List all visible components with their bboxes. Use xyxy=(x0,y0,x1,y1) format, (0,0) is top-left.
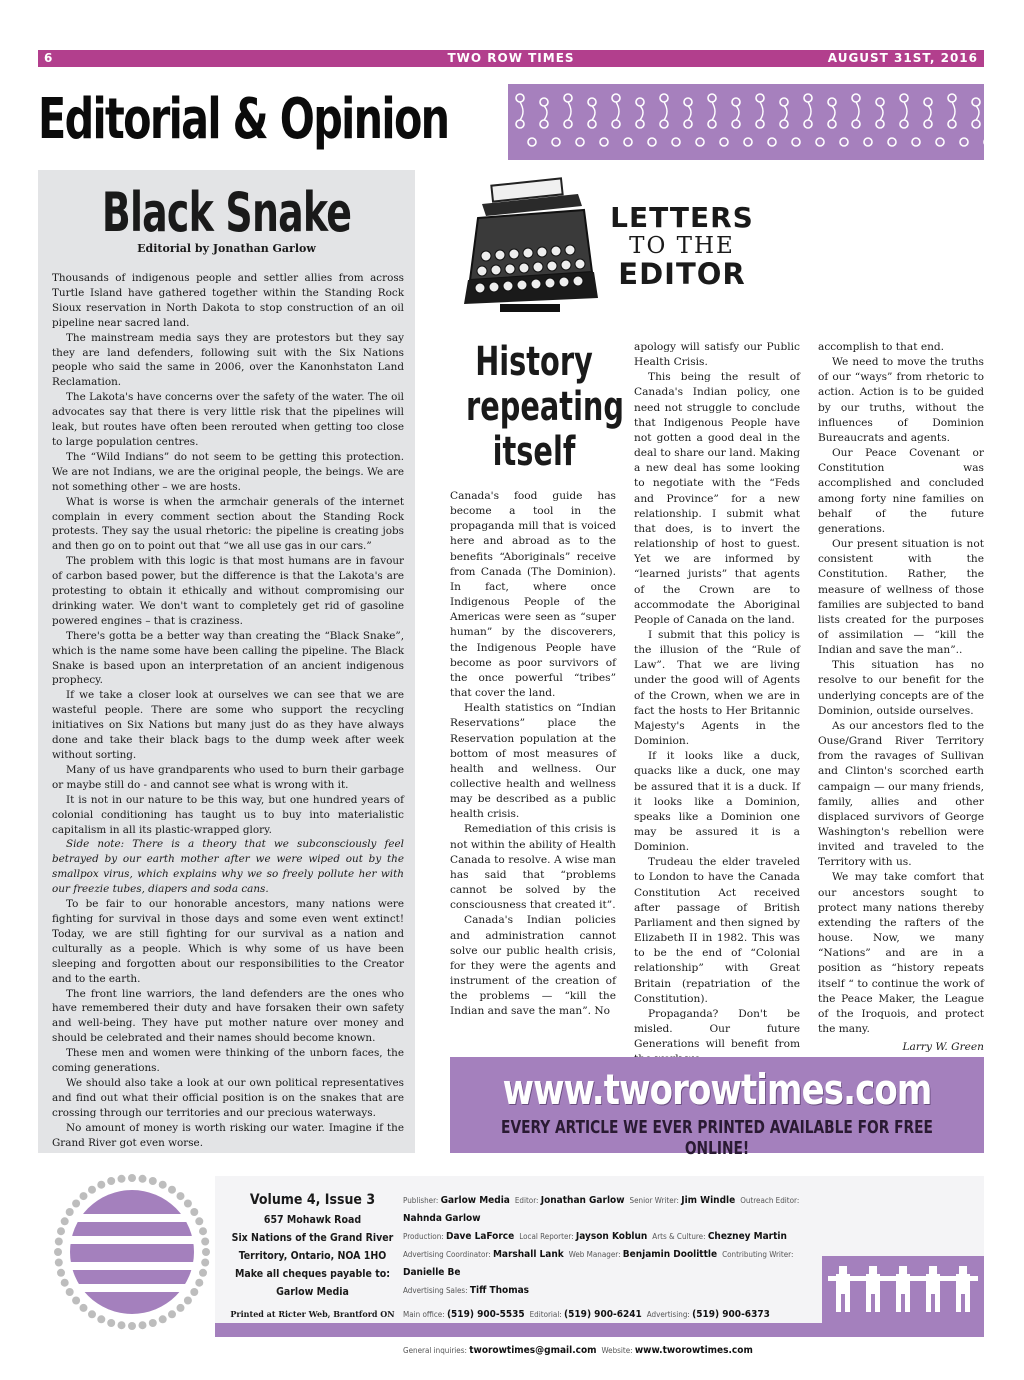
paragraph: Health statistics on “Indian Reservations” place the Reservation population at the bottom of most measures of health and wellness. Our collective health and wellness may be described as a public health crisis. xyxy=(450,702,616,821)
website-ad[interactable] xyxy=(450,1057,984,1159)
paragraph: The front line warriors, the land defenders are the ones who have remembered their duty and have forsaken their own safety and well-being. They have put mother nature over money and should be celebrated and their names should become known. xyxy=(52,987,404,1045)
paragraph: Our Peace Covenant or Constitution was accomplished and concluded among forty nine families on behalf of the future generations. xyxy=(818,447,984,535)
staff-name: (519) 900-5535 xyxy=(446,1309,525,1320)
beadwork-banner xyxy=(508,84,984,160)
page-header-bar xyxy=(38,50,984,67)
letter-title: History repeating itself xyxy=(466,339,625,475)
editorial-title: Black Snake xyxy=(101,181,352,244)
typewriter-icon xyxy=(460,176,600,326)
staff-name: Garlow Media xyxy=(440,1195,510,1206)
masthead-address xyxy=(230,1189,395,1319)
staff-line xyxy=(403,1342,823,1360)
letters-to-editor-logo xyxy=(597,203,767,289)
page-number: 6 xyxy=(44,51,54,65)
staff-role: Local Reporter: xyxy=(519,1232,576,1241)
paragraph: Canada's Indian policies and administration cannot solve our public health crisis, for they were the agents and instrument of the creation of the problems — “kill the Indian and save the man”. No xyxy=(450,914,616,1018)
staff-role: Web Manager: xyxy=(568,1250,623,1259)
staff-role: Advertising Coordinator: xyxy=(403,1250,493,1259)
cheques-line: Make all cheques payable to: xyxy=(235,1268,390,1280)
people-band-logo xyxy=(822,1256,984,1323)
volume-issue: Volume 4, Issue 3 xyxy=(249,1192,376,1208)
paragraph: Canada's food guide has become a tool in the propaganda mill that is voiced here and abroad as to the benefits “Aboriginals” receive from Canada (The Dominion). In fact, where once Indigenous People of the Americas were seen as “super human” by the discoverers, the Indigenous People have become as poor survivors of the once powerful “tribes” that cover the land. xyxy=(450,490,616,700)
paragraph: The problem with this logic is that most humans are in favour of carbon based power, but the difference is that the Lakota's are protesting to obtain it ethically and without compromising our drinking water. We don't want to completely get rid of gasoline powered engines – that is craziness. xyxy=(52,555,404,627)
website-url[interactable]: www.tworowtimes.com xyxy=(502,1065,932,1114)
staff-role: Contributing Writer: xyxy=(722,1250,794,1259)
staff-role: Publisher: xyxy=(403,1196,441,1205)
address-line-2: Six Nations of the Grand River xyxy=(231,1232,394,1244)
staff-line xyxy=(403,1246,823,1282)
staff-role: General inquiries: xyxy=(403,1346,470,1355)
staff-role: Production: xyxy=(403,1232,446,1241)
staff-name: Tiff Thomas xyxy=(469,1285,530,1296)
paragraph: We may take comfort that our ancestors sought to protect many nations thereby extending the rafters of the house. Now, we many “Nations” and are in a position as “history repeats itself “ to continue the work of the Peace Maker, the League of the Iroquois, and protect the many. xyxy=(818,871,984,1036)
paragraph: This situation has no resolve to our benefit for the underlying concepts are of the Dominion, outside ourselves. xyxy=(818,659,984,717)
letters-logo-line3: EDITOR xyxy=(618,257,746,291)
paragraph: If it looks like a duck, quacks like a duck, one may be assured that it is a duck. If it looks like a Dominion, speaks like a Dominion one may be assured it is a Dominion. xyxy=(634,750,800,854)
staff-role: Editorial: xyxy=(529,1310,565,1319)
paragraph: apology will satisfy our Public Health Crisis. xyxy=(634,341,800,369)
paragraph: No amount of money is worth risking our water. Imagine if the Grand River got even worse. xyxy=(52,1121,404,1149)
staff-line xyxy=(403,1192,823,1228)
staff-role: Advertising: xyxy=(646,1310,693,1319)
staff-line xyxy=(403,1306,823,1324)
staff-role: Arts & Culture: xyxy=(652,1232,708,1241)
paragraph: The Lakota's have concerns over the safety of the water. The oil advocates say that there is very little risk that the pipelines will leak, but routes have often been rerouted when getting too close to large population centres. xyxy=(52,391,404,448)
staff-name: Dave LaForce xyxy=(445,1231,515,1242)
staff-name: Danielle Be xyxy=(403,1267,461,1278)
paragraph: What is worse is when the armchair generals of the internet complain in every comment section about the Standing Rock protests. They say the usual rhetoric: the pipeline is creating jobs and then go on to point out that “we all use gas in our cars.” xyxy=(52,495,404,553)
paragraph: The “Wild Indians” do not seem to be getting this protection. We are not Indians, we are the original people, the beings. We are not something other – we are hosts. xyxy=(52,450,404,493)
beaded-circle-logo xyxy=(50,1170,215,1335)
staff-name: (519) 900-6373 xyxy=(692,1309,770,1320)
printer-line: Printed at Ricter Web, Brantford ON xyxy=(230,1309,395,1319)
letters-logo-line2: TO THE xyxy=(629,233,735,259)
letter-column-3 xyxy=(818,340,984,1055)
staff-role: Website: xyxy=(601,1346,635,1355)
staff-role: Editor: xyxy=(514,1196,541,1205)
staff-role: Main office: xyxy=(403,1310,447,1319)
paragraph: As our ancestors fled to the Ouse/Grand River Territory from the ravages of Sullivan and Clinton's scorched earth campaign — our many friends, family, allies and other displaced survivors of George Washington's rebellion were invited and traveled to the Territory with us. xyxy=(818,719,984,869)
footer-bar xyxy=(215,1323,984,1337)
staff-name: Marshall Lank xyxy=(492,1249,564,1260)
editorial-body xyxy=(52,271,404,1150)
paragraph: I submit that this policy is the illusion of the “Rule of Law”. That we are living under the good will of Agents of the Crown, when we are in fact the hosts to Her Britannic Majesty's Agents in the Dominion. xyxy=(634,628,800,748)
paragraph: There's gotta be a better way than creating the “Black Snake”, which is the name some have been calling the pipeline. The Black Snake is based upon an interpretation of an ancient indigenous prophecy. xyxy=(52,629,404,687)
editorial-panel xyxy=(38,170,415,1153)
paragraph: We need to move the truths of our “ways” from rhetoric to action. Action is to be guided by our truths, without the influences of Dominion Bureaucrats and agents. xyxy=(818,356,984,444)
paragraph: If we take a closer look at ourselves we can see that we are wasteful people. There are some who support the recycling initiatives on Six Nations but many just do as they have always done and take their black bags to the dump week after week without sorting. xyxy=(52,689,404,761)
staff-name: Jim Windle xyxy=(681,1195,736,1206)
staff-name: Jonathan Garlow xyxy=(540,1195,625,1206)
paragraph: Remediation of this crisis is not within the ability of Health Canada to resolve. A wise man has said that “problems cannot be solved by the consciousness that created it”. xyxy=(450,823,616,912)
paragraph: Propaganda? Don't be misled. Our future Generations will benefit from xyxy=(634,1007,800,1051)
paragraph: Trudeau the elder traveled to London to have the Canada Constitution Act received after passage of British Parliament and then signed by Elizabeth II in 1982. This was to be the end of “Colonial relationship” with Great Britain (repatriation of the Constitution). xyxy=(634,856,800,1005)
paragraph: It is not in our nature to be this way, but one hundred years of colonial conditioning has taught us to buy into materialistic capitalism in all its plastic-wrapped glory. xyxy=(52,793,404,836)
website-tagline: EVERY ARTICLE WE EVER PRINTED AVAILABLE FOR FREE ONLINE! xyxy=(501,1117,933,1159)
paragraph: The mainstream media says they are protestors but they say they are land defenders, following suit with the Six Nations people who said the same in 2006, over the Kanonhstaton Land Reclamation. xyxy=(52,331,404,389)
staff-role: Outreach Editor: xyxy=(740,1196,800,1205)
paragraph: This being the result of Canada's Indian policy, one need not struggle to conclude that Indigenous People have not gotten a good deal in the deal to share our land. Making a new deal has some looking to negotiate with the “Feds and Province” for a new relationship. I submit what that does, is to invert the relationship of host to guest. Yet we are informed by “learned jurists” that agents of the Crown are to accommodate the Aboriginal People of Canada on the land. xyxy=(634,371,800,626)
publication-name: TWO ROW TIMES xyxy=(447,51,575,65)
editorial-byline: Editorial by Jonathan Garlow xyxy=(137,242,316,255)
paragraph: Side note: There is a theory that we subconsciously feel betrayed by our earth mother after we were wiped out by the smallpox virus, which explains why we so freely pollute her with our freezie tubes, diapers and soda cans. xyxy=(52,838,404,896)
address-line-3: Territory, Ontario, NOA 1HO xyxy=(238,1250,387,1262)
staff-role: Advertising Sales: xyxy=(403,1286,470,1295)
staff-name: Benjamin Doolittle xyxy=(622,1249,718,1260)
payee-line: Garlow Media xyxy=(276,1286,349,1298)
staff-name: tworowtimes@gmail.com xyxy=(469,1345,597,1356)
section-title: Editorial & Opinion xyxy=(38,87,449,152)
paragraph: These men and women were thinking of the unborn faces, the coming generations. xyxy=(52,1047,404,1075)
paragraph: To be fair to our honorable ancestors, many nations were fighting for survival in those days and some even went extinct! Today, we are still fighting for our survival as a nation and culturally as a people. Which is why some of us have been sleeping and forgotten about our responsibilities to the Creator and to the earth. xyxy=(52,898,404,985)
staff-line xyxy=(403,1228,823,1246)
issue-date: AUGUST 31ST, 2016 xyxy=(827,51,978,65)
letter-column-1 xyxy=(450,489,616,1019)
staff-name: www.tworowtimes.com xyxy=(634,1345,753,1356)
address-line-1: 657 Mohawk Road xyxy=(263,1214,362,1226)
paragraph: Many of us have grandparents who used to burn their garbage or maybe still do - and cannot see what is wrong with it. xyxy=(52,763,404,791)
staff-role: Senior Writer: xyxy=(629,1196,682,1205)
paragraph: We should also take a look at our own political representatives and find out what their official position is on the snakes that are crossing through our territories and our precious waterways. xyxy=(52,1076,404,1119)
staff-name: (519) 900-6241 xyxy=(564,1309,642,1320)
staff-name: Chezney Martin xyxy=(707,1231,787,1242)
staff-name: Jayson Koblun xyxy=(575,1231,648,1242)
paragraph: Thousands of indigenous people and settler allies from across Turtle Island have gathered together within the Standing Rock Sioux reservation in North Dakota to stop construction of an oil pipeline near sacred land. xyxy=(52,272,404,329)
paragraph: accomplish to that end. xyxy=(818,341,945,353)
letter-signature: Larry W. Green xyxy=(902,1041,984,1054)
letter-column-2 xyxy=(634,340,800,1068)
paragraph: Our present situation is not consistent with the Constitution. Rather, the measure of wellness of those families are subjected to band lists created for the purposes of assimilation — “kill the Indian and save the man”.. xyxy=(818,538,984,657)
letters-logo-line1: LETTERS xyxy=(610,201,754,234)
staff-line xyxy=(403,1282,823,1300)
staff-name: Nahnda Garlow xyxy=(403,1213,481,1224)
